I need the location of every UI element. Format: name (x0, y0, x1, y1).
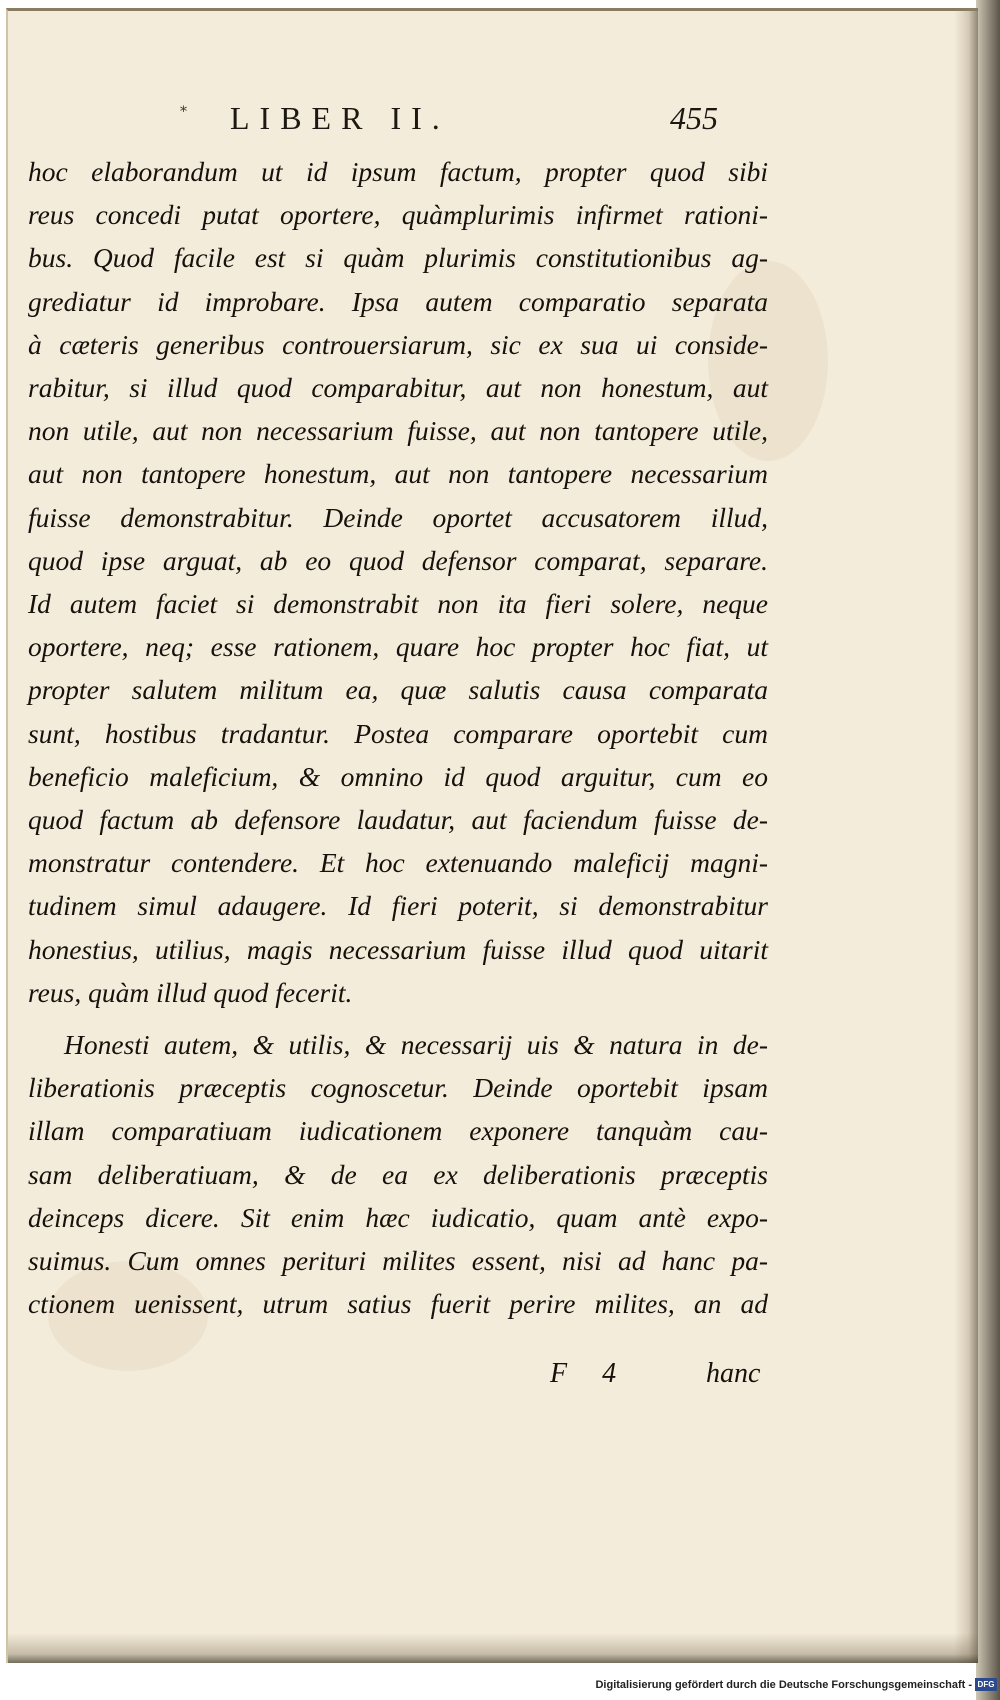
page-number: 455 (670, 100, 718, 136)
text-line: sunt, hostibus tradantur. Postea comparare oportebit cum (28, 717, 768, 749)
text-line: rabitur, si illud quod comparabitur, aut non honestum, aut (28, 372, 768, 404)
dfg-logo: DFG (975, 1678, 997, 1691)
paragraph-gap (28, 1014, 768, 1023)
text-line: non utile, aut non necessarium fuisse, aut non tantopere utile, (28, 415, 768, 447)
catchword: hanc (706, 1358, 761, 1389)
body-text (28, 150, 768, 1325)
text-line: liberationis præceptis cognoscetur. Deinde oportebit ipsam (28, 1072, 768, 1104)
page-footer (40, 1358, 775, 1398)
page-shadow-bottom (8, 1633, 978, 1663)
page-shadow-right (954, 11, 978, 1663)
text-line: reus concedi putat oportere, quàmplurimis infirmet rationi- (28, 199, 768, 231)
text-line: oportere, neq; esse rationem, quare hoc propter hoc fiat, ut (28, 631, 768, 663)
text-line: monstratur contendere. Et hoc extenuando maleficij magni- (28, 847, 768, 879)
text-line: quod factum ab defensore laudatur, aut faciendum fuisse de- (28, 804, 768, 836)
text-line: bus. Quod facile est si quàm plurimis constitutionibus ag- (28, 242, 768, 274)
signature-mark: F 4 (550, 1358, 631, 1389)
text-line: grediatur id improbare. Ipsa autem comparatio separata (28, 285, 768, 317)
text-line: fuisse demonstrabitur. Deinde oportet accusatorem illud, (28, 501, 768, 533)
text-line: beneficio maleficium, & omnino id quod arguitur, cum eo (28, 760, 768, 792)
text-line: sam deliberatiuam, & de ea ex deliberationis præceptis (28, 1158, 768, 1190)
head-ornament: * (180, 104, 187, 120)
text-line: illam comparatiuam iudicationem exponere tanquàm cau- (28, 1115, 768, 1147)
text-line: à cæteris generibus controuersiarum, sic ex sua ui conside- (28, 328, 768, 360)
text-line: propter salutem militum ea, quæ salutis causa comparata (28, 674, 768, 706)
book-spine-edge (976, 0, 1000, 1700)
text-line: suimus. Cum omnes perituri milites essent, nisi ad hanc pa- (28, 1245, 768, 1277)
text-line: hoc elaborandum ut id ipsum factum, propter quod sibi (28, 156, 768, 187)
text-line: ctionem uenissent, utrum satius fuerit perire milites, an ad (28, 1288, 768, 1320)
running-head (40, 100, 740, 140)
book-title: LIBER II. (230, 100, 450, 136)
text-line: reus, quàm illud quod fecerit. (28, 976, 353, 1008)
text-line: aut non tantopere honestum, aut non tantopere necessarium (28, 458, 768, 490)
text-line: Honesti autem, & utilis, & necessarij uis & natura in de- (64, 1029, 768, 1061)
text-line: quod ipse arguat, ab eo quod defensor comparat, separare. (28, 544, 768, 576)
text-line: Id autem faciet si demonstrabit non ita fieri solere, neque (28, 588, 768, 620)
text-line: deinceps dicere. Sit enim hæc iudicatio, quam antè expo- (28, 1201, 768, 1233)
text-line: honestius, utilius, magis necessarium fuisse illud quod uitarit (28, 933, 768, 965)
credit-text: Digitalisierung gefördert durch die Deutsche Forschungsgemeinschaft - (595, 1679, 972, 1691)
digitization-credit (0, 1670, 1000, 1700)
text-line: tudinem simul adaugere. Id fieri poterit, si demonstrabitur (28, 890, 768, 922)
